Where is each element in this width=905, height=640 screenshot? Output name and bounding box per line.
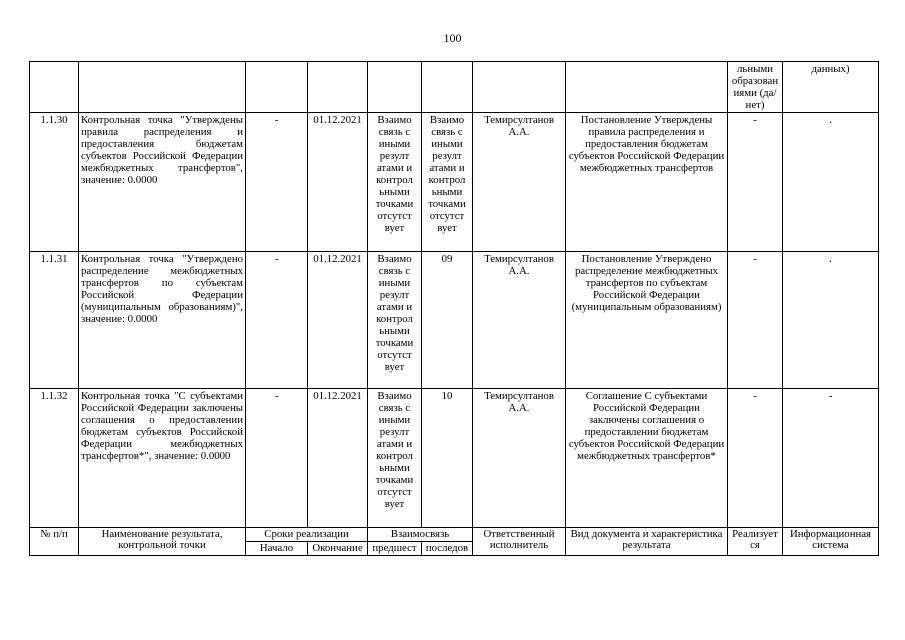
successor: Взаимо связь с иными резулт атами и контрол ьными точками отсутст вует [422, 113, 473, 252]
result-name: Контрольная точка "Утверждены правила распределения и предоставления бюджетам субъектов Российской Федерации межбюджетных трансфертов", значение: 0.0000 [79, 113, 246, 252]
end-date: 01.12.2021 [308, 389, 368, 528]
predecessor: Взаимо связь с иными резулт атами и контрол ьными точками отсутст вует [368, 113, 422, 252]
header-start: Начало [246, 542, 308, 556]
executor: Темирсултанов А.А. [473, 113, 566, 252]
row-number: 1.1.31 [30, 252, 79, 389]
start-date: - [246, 389, 308, 528]
header-predecessor: предшест [368, 542, 422, 556]
control-points-table [29, 61, 879, 556]
start-date: - [246, 252, 308, 389]
header-number: № п/п [30, 528, 79, 556]
header-executor: Ответственный исполнитель [473, 528, 566, 556]
header-document: Вид документа и характеристика результата [566, 528, 728, 556]
executor: Темирсултанов А.А. [473, 252, 566, 389]
header-info-system: Информационная система [783, 528, 879, 556]
continuation-realized: льными образован иями (да/нет) [728, 62, 783, 113]
header-terms: Сроки реализации [246, 528, 368, 542]
predecessor: Взаимо связь с иными резулт атами и контрол ьными точками отсутст вует [368, 252, 422, 389]
continuation-row [30, 62, 879, 113]
document-type: Постановление Утверждены правила распределения и предоставления бюджетам субъектов Российской Федерации межбюджетных трансфертов [566, 113, 728, 252]
table-row [30, 113, 879, 252]
header-realized: Реализуется [728, 528, 783, 556]
document-type: Соглашение С субъектами Российской Федерации заключены соглашения о предоставлении бюджетам субъектов Российской Федерации межбюджетных трансфертов* [566, 389, 728, 528]
realized: - [728, 113, 783, 252]
start-date: - [246, 113, 308, 252]
info-system: - [783, 389, 879, 528]
result-name: Контрольная точка "Утверждено распределение межбюджетных трансфертов по субъектам Российской Федерации (муниципальным образованиям)", значение: 0.0000 [79, 252, 246, 389]
header-row [30, 528, 879, 542]
header-relation: Взаимосвязь [368, 528, 473, 542]
result-name: Контрольная точка "С субъектами Российской Федерации заключены соглашения о предоставлении бюджетам субъектов Российской Федерации межбюджетных трансфертов*", значение: 0.0000 [79, 389, 246, 528]
realized: - [728, 252, 783, 389]
continuation-info-system: данных) [783, 62, 879, 113]
document-type: Постановление Утверждено распределение межбюджетных трансфертов по субъектам Российской Федерации (муниципальным образованиям) [566, 252, 728, 389]
executor: Темирсултанов А.А. [473, 389, 566, 528]
predecessor: Взаимо связь с иными резулт атами и контрол ьными точками отсутст вует [368, 389, 422, 528]
table-row [30, 389, 879, 528]
end-date: 01.12.2021 [308, 113, 368, 252]
header-successor: последов [422, 542, 473, 556]
table-row [30, 252, 879, 389]
end-date: 01.12.2021 [308, 252, 368, 389]
header-name: Наименование результата, контрольной точки [79, 528, 246, 556]
info-system: . [783, 252, 879, 389]
row-number: 1.1.30 [30, 113, 79, 252]
page-number: 100 [443, 31, 462, 45]
realized: - [728, 389, 783, 528]
successor: 10 [422, 389, 473, 528]
info-system: . [783, 113, 879, 252]
row-number: 1.1.32 [30, 389, 79, 528]
header-end: Окончание [308, 542, 368, 556]
successor: 09 [422, 252, 473, 389]
